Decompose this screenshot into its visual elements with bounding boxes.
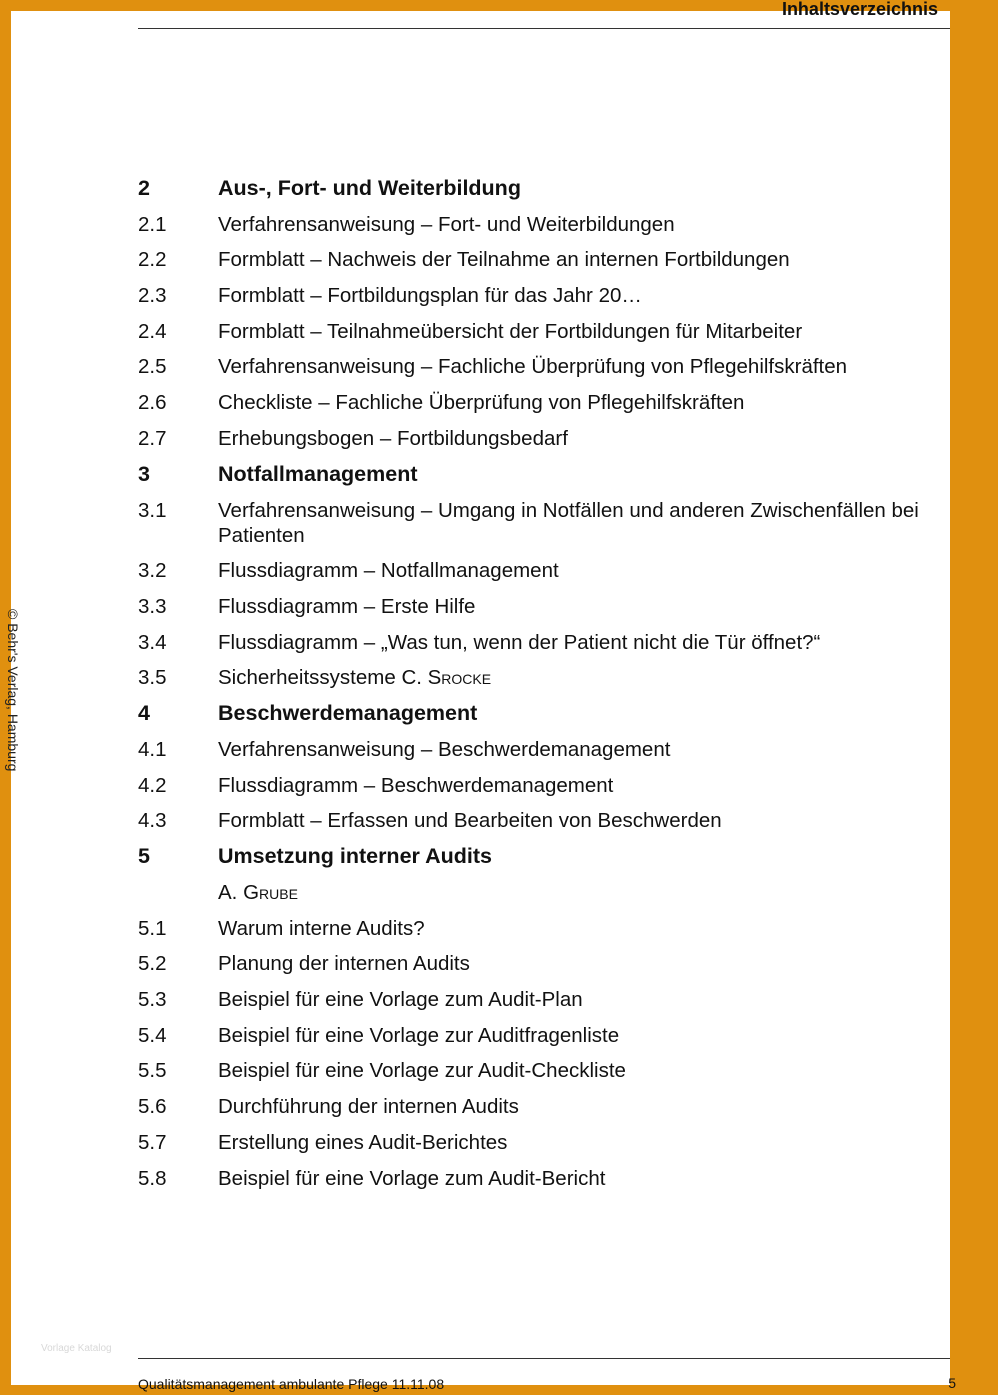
entry-number: 5.7	[138, 1130, 167, 1154]
entry-number: 2.5	[138, 355, 167, 379]
entry-number: 3.2	[138, 559, 167, 583]
entry-number: 5.3	[138, 988, 167, 1012]
entry-title: Erhebungsbogen – Fortbildungsbedarf	[218, 426, 568, 450]
toc-entry	[138, 498, 998, 548]
toc-section-2	[138, 176, 998, 451]
toc-entry	[138, 1166, 998, 1191]
section-number: 4	[138, 701, 150, 726]
entry-title: Planung der internen Audits	[218, 952, 470, 976]
footer-text: Qualitätsmanagement ambulante Pflege 11.11.08	[138, 1376, 445, 1392]
entry-title: Beispiel für eine Vorlage zur Auditfragenliste	[218, 1023, 620, 1047]
entry-number: 5.5	[138, 1059, 167, 1083]
entry-number: 5.2	[138, 952, 167, 976]
toc-entry	[138, 247, 998, 272]
toc-heading	[138, 701, 998, 726]
entry-title: Verfahrensanweisung – Beschwerdemanagement	[218, 737, 671, 761]
toc-entry	[138, 594, 998, 619]
entry-text: Sicherheitssysteme	[218, 666, 396, 690]
toc-entry	[138, 773, 998, 798]
section-author-row	[138, 880, 998, 905]
entry-number: 4.2	[138, 773, 167, 797]
entry-title: Formblatt – Fortbildungsplan für das Jahr 20…	[218, 284, 642, 308]
side-copyright-text: © Behr's Verlag, Hamburg	[5, 609, 21, 772]
toc-heading	[138, 176, 998, 201]
section-number: 5	[138, 844, 150, 869]
entry-title: Warum interne Audits?	[218, 916, 425, 940]
entry-title: Formblatt – Teilnahmeübersicht der Fortbildungen für Mitarbeiter	[218, 319, 803, 343]
toc-section-4	[138, 701, 998, 833]
entry-title: Beispiel für eine Vorlage zur Audit-Checkliste	[218, 1059, 626, 1083]
entry-number: 5.8	[138, 1166, 167, 1190]
toc-heading	[138, 462, 998, 487]
toc-entry	[138, 1130, 998, 1155]
entry-title: Durchführung der internen Audits	[218, 1095, 519, 1119]
toc-entry	[138, 987, 998, 1012]
entry-number: 4.3	[138, 809, 167, 833]
entry-number: 2.7	[138, 426, 167, 450]
entry-number: 3.3	[138, 594, 167, 618]
page-number: 5	[948, 1375, 956, 1391]
entry-title: Beispiel für eine Vorlage zum Audit-Bericht	[218, 1166, 606, 1190]
entry-title: Flussdiagramm – „Was tun, wenn der Patient nicht die Tür öffnet?“	[218, 630, 821, 654]
toc-entry	[138, 283, 998, 308]
entry-number: 2.4	[138, 319, 167, 343]
entry-number: 3.1	[138, 498, 167, 522]
entry-number: 5.4	[138, 1023, 167, 1047]
entry-number: 3.4	[138, 630, 167, 654]
entry-number: 2.3	[138, 284, 167, 308]
entry-title: Formblatt – Erfassen und Bearbeiten von Beschwerden	[218, 809, 722, 833]
entry-number: 3.5	[138, 666, 167, 690]
toc-entry	[138, 665, 998, 690]
toc-section-5	[138, 844, 998, 1190]
entry-title: Flussdiagramm – Beschwerdemanagement	[218, 773, 614, 797]
toc-entry	[138, 1058, 998, 1083]
footer-rule	[138, 1358, 950, 1359]
side-copyright	[7, 609, 21, 789]
section-author: A. Grube	[218, 881, 298, 904]
entry-number: 4.1	[138, 737, 167, 761]
document-page	[5, 0, 956, 1392]
section-title: Notfallmanagement	[218, 461, 418, 486]
entry-title: Verfahrensanweisung – Umgang in Notfällen und anderen Zwischenfällen bei Patienten	[218, 498, 919, 547]
toc-entry	[138, 737, 998, 762]
entry-number: 5.6	[138, 1095, 167, 1119]
toc-entry	[138, 916, 998, 941]
section-title: Umsetzung interner Audits	[218, 844, 492, 869]
section-title: Aus-, Fort- und Weiterbildung	[218, 176, 521, 200]
entry-title: Checkliste – Fachliche Überprüfung von Pflegehilfskräften	[218, 391, 745, 415]
toc-entry	[138, 558, 998, 583]
toc-entry	[138, 212, 998, 237]
running-header-title: Inhaltsverzeichnis	[781, 0, 938, 19]
toc-entry	[138, 951, 998, 976]
toc-entry	[138, 354, 998, 379]
table-of-contents	[138, 176, 998, 1202]
section-number: 2	[138, 176, 150, 200]
toc-entry	[138, 1094, 998, 1119]
toc-entry	[138, 630, 998, 655]
entry-title: Beispiel für eine Vorlage zum Audit-Plan	[218, 988, 583, 1012]
entry-number: 2.6	[138, 391, 167, 415]
entry-title: Formblatt – Nachweis der Teilnahme an internen Fortbildungen	[218, 248, 790, 272]
entry-number: 2.1	[138, 212, 167, 236]
entry-title	[218, 665, 491, 690]
section-number: 3	[138, 461, 150, 486]
entry-title: Verfahrensanweisung – Fachliche Überprüfung von Pflegehilfskräften	[218, 355, 848, 379]
entry-title: Flussdiagramm – Erste Hilfe	[218, 594, 476, 618]
toc-heading	[138, 844, 998, 869]
entry-author: C. Srocke	[401, 666, 492, 690]
toc-entry	[138, 319, 998, 344]
entry-title: Verfahrensanweisung – Fort- und Weiterbildungen	[218, 212, 675, 236]
toc-entry	[138, 808, 998, 833]
section-title: Beschwerdemanagement	[218, 701, 478, 726]
toc-entry	[138, 426, 998, 451]
entry-number: 2.2	[138, 248, 167, 272]
entry-title: Flussdiagramm – Notfallmanagement	[218, 559, 559, 583]
toc-entry	[138, 390, 998, 415]
header-rule	[138, 28, 950, 29]
toc-section-3	[138, 462, 998, 690]
toc-entry	[138, 1023, 998, 1048]
watermark: Vorlage Katalog	[41, 1343, 112, 1354]
entry-number: 5.1	[138, 916, 167, 940]
entry-title: Erstellung eines Audit-Berichtes	[218, 1130, 508, 1154]
